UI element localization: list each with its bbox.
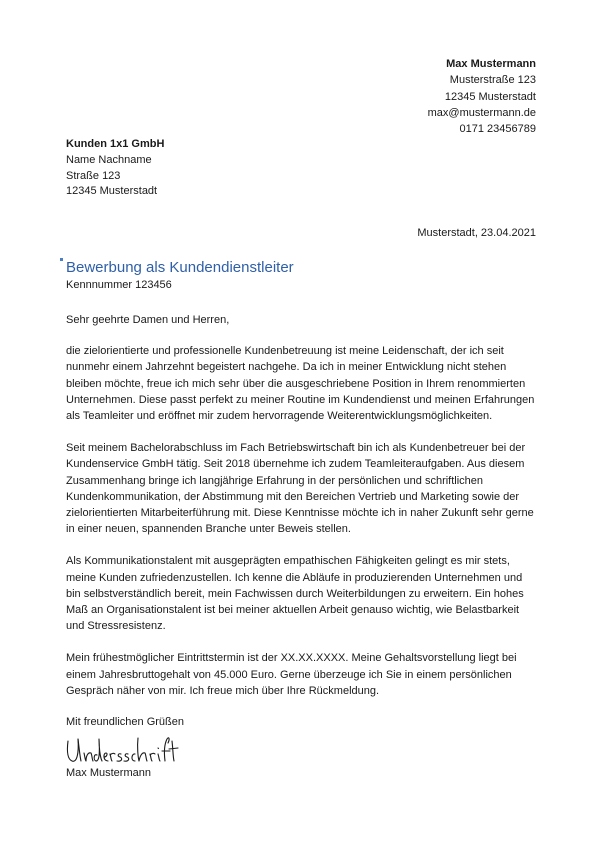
handwritten-signature [64, 733, 184, 769]
sender-address-block [428, 56, 536, 137]
letter-date: Musterstadt, 23.04.2021 [417, 227, 536, 239]
sender-phone: 0171 23456789 [459, 123, 536, 136]
sender-city: 12345 Musterstadt [444, 90, 536, 103]
subject-line: Bewerbung als Kundendienstleiter [66, 259, 294, 276]
sender-name: Max Mustermann [446, 58, 536, 70]
sender-email: max@mustermann.de [427, 106, 536, 119]
body-paragraph: Seit meinem Bachelorabschluss im Fach Betriebswirtschaft bin ich als Kundenbetreuer bei der Kundenservice GmbH tätig. Seit 2018 übernehme ich zudem Teamleiteraufgaben. Aus diesem Zusammenhang bringe ich langjährige Erfahrung in der persönlichen und schriftlichen Kundenkommunikation, der Abstimmung mit den Bereichen Vertrieb und Marketing sowie der zielorientierten Mitarbeiterführung mit. Diese Kenntnisse möchte ich in naher Zukunft sehr gerne in einer neuen, spannenden Branche unter Beweis stellen. [66, 441, 534, 536]
salutation: Sehr geehrte Damen und Herren, [66, 314, 230, 326]
recipient-contact: Name Nachname [66, 153, 152, 166]
subject-marker [60, 258, 63, 261]
recipient-company: Kunden 1x1 GmbH [66, 138, 165, 150]
signer-name: Max Mustermann [66, 767, 151, 779]
recipient-street: Straße 123 [66, 169, 121, 182]
reference-number: Kennnummer 123456 [66, 279, 172, 291]
body-paragraph: die zielorientierte und professionelle Kundenbetreuung ist meine Leidenschaft, der ich seit nunmehr einem Jahrzehnt begeistert nachgehe. Da ich in meiner Entwicklung nicht stehen bleiben möchte, freue ich mich sehr über die ausgeschriebene Position in Ihrem renommierten Unternehmen. Diese passt perfekt zu meiner Routine im Kundendienst und meinen Erfahrungen als Teamleiter und eröffnet mir zudem hervorragende Weiterentwicklungsmöglichkeiten. [66, 345, 535, 423]
recipient-city: 12345 Musterstadt [66, 185, 158, 198]
body-paragraph: Als Kommunikationstalent mit ausgeprägten empathischen Fähigkeiten gelingt es mir stets, meine Kunden zufriedenzustellen. Ich kenne die Abläufe in produzierenden Unternehmen und bin selbstverständlich bereit, mein Fachwissen durch Weiterbildungen zu erweitern. Ein hohes Maß an Organisationstalent ist bei meiner aktuellen Arbeit genauso wichtig, wie Belastbarkeit und Stressresistenz. [66, 555, 524, 633]
body-paragraph: Mein frühestmöglicher Eintrittstermin ist der XX.XX.XXXX. Meine Gehaltsvorstellung liegt bei einem Jahresbruttogehalt von 45.000 Euro. Gerne überzeuge ich Sie in einem persönlichen Gespräch näher von mir. Ich freue mich über Ihre Rückmeldung. [66, 652, 517, 697]
sender-street: Musterstraße 123 [449, 74, 536, 87]
recipient-address-block [66, 137, 164, 200]
letter-body [66, 343, 538, 715]
closing-phrase: Mit freundlichen Grüßen [66, 716, 184, 728]
